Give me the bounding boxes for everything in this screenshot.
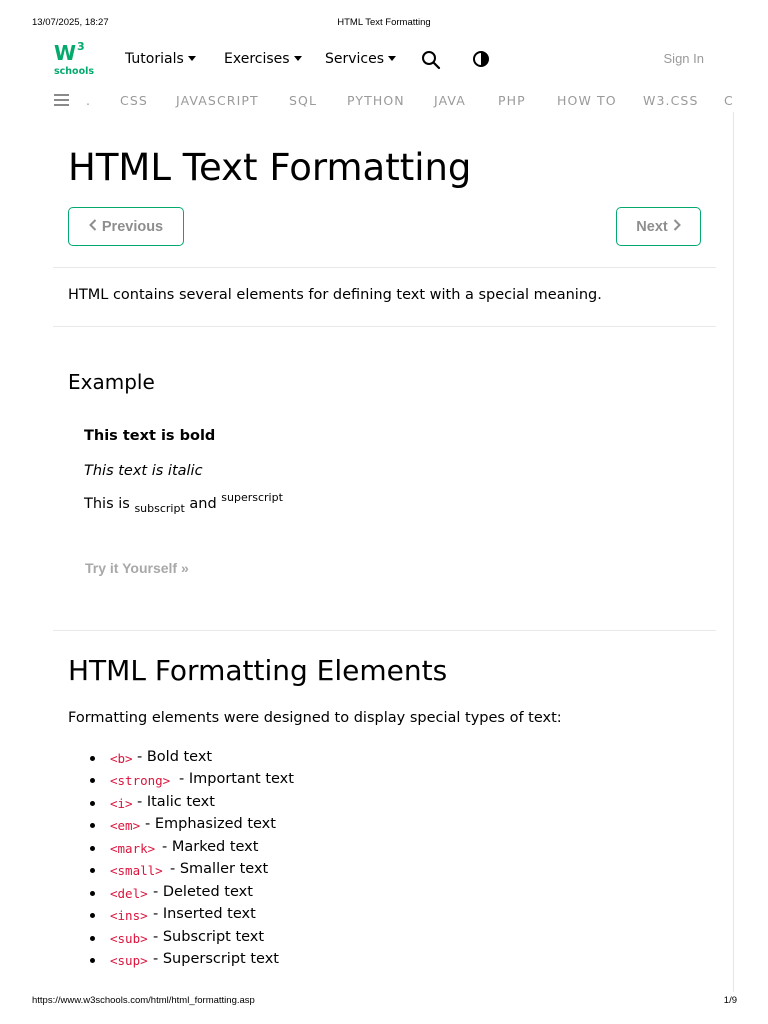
subsup-prefix: This is (84, 496, 135, 512)
tag-description: - Inserted text (153, 906, 256, 922)
code-tag: <b> (110, 751, 133, 766)
example-bold-text: This text is bold (84, 428, 216, 444)
print-header (0, 17, 768, 31)
bullet (90, 958, 95, 963)
chevron-right-icon (673, 219, 681, 235)
bullet (90, 936, 95, 941)
menu-services-label: Services (325, 51, 385, 67)
previous-button-label: Previous (101, 218, 164, 235)
tag-description: - Italic text (137, 794, 215, 810)
code-tag: <strong> (110, 773, 171, 788)
code-tag: <mark> (110, 841, 156, 856)
formatting-elements-intro: Formatting elements were designed to display special types of text: (68, 710, 562, 726)
menu-tutorials[interactable] (125, 51, 196, 67)
bullet (90, 801, 95, 806)
bullet (90, 778, 95, 783)
bullet (90, 756, 95, 761)
subsup-middle: and (184, 496, 222, 512)
example-subsup-line (84, 491, 283, 515)
page-title: HTML Text Formatting (68, 146, 472, 189)
code-tag: <small> (110, 863, 163, 878)
subnav-item-java[interactable]: JAVA (434, 93, 466, 108)
print-page-title: HTML Text Formatting (337, 17, 431, 28)
print-datetime: 13/07/2025, 18:27 (32, 17, 109, 28)
divider (53, 326, 716, 327)
example-italic-text: This text is italic (84, 463, 203, 479)
bullet (90, 913, 95, 918)
code-tag: <i> (110, 796, 133, 811)
next-button[interactable] (616, 207, 701, 246)
formatting-elements-heading: HTML Formatting Elements (68, 654, 448, 687)
logo-w: W (54, 41, 77, 65)
bullet (90, 868, 95, 873)
contrast-icon[interactable] (472, 50, 492, 70)
sub-navigation (0, 88, 734, 112)
try-it-yourself-button[interactable]: Try it Yourself » (85, 560, 189, 576)
code-tag: <sub> (110, 931, 148, 946)
chevron-left-icon (89, 219, 97, 235)
subnav-item-c[interactable]: C (724, 93, 734, 108)
caret-down-icon (188, 56, 196, 61)
next-button-label: Next (636, 218, 668, 235)
tag-description: - Deleted text (153, 884, 253, 900)
subnav-item-how-to[interactable]: HOW TO (557, 93, 617, 108)
tag-description: - Subscript text (153, 929, 265, 945)
caret-down-icon (388, 56, 396, 61)
code-tag: <del> (110, 886, 148, 901)
tag-description: - Emphasized text (145, 816, 276, 832)
code-tag: <sup> (110, 953, 148, 968)
code-tag: <em> (110, 818, 141, 833)
hamburger-menu-icon[interactable] (54, 94, 69, 106)
menu-exercises[interactable] (224, 51, 302, 67)
w3schools-logo[interactable] (53, 40, 95, 76)
print-footer (0, 995, 768, 1009)
bullet (90, 823, 95, 828)
subnav-item-php[interactable]: PHP (498, 93, 526, 108)
tag-description: - Smaller text (170, 861, 269, 877)
divider (53, 630, 716, 631)
divider (53, 267, 716, 268)
example-superscript: superscript (221, 491, 283, 504)
caret-down-icon (294, 56, 302, 61)
w3schools-logo-graphic (53, 40, 95, 76)
subnav-item-w3css[interactable]: W3.CSS (643, 93, 699, 108)
print-page-counter: 1/9 (723, 995, 737, 1006)
intro-paragraph: HTML contains several elements for defining text with a special meaning. (68, 287, 602, 303)
previous-button[interactable] (68, 207, 184, 246)
menu-tutorials-label: Tutorials (125, 51, 184, 67)
logo-superscript: 3 (77, 40, 85, 53)
menu-services[interactable] (325, 51, 396, 67)
subnav-item-javascript[interactable]: JAVASCRIPT (176, 93, 259, 108)
content-right-border (733, 112, 734, 992)
tag-description: - Important text (179, 771, 294, 787)
top-navigation (0, 40, 734, 80)
print-url: https://www.w3schools.com/html/html_formatting.asp (32, 995, 255, 1006)
subnav-item-python[interactable]: PYTHON (347, 93, 405, 108)
subnav-item-partial[interactable]: . (86, 93, 92, 108)
sign-in-link[interactable]: Sign In (663, 51, 704, 66)
tag-description: - Superscript text (153, 951, 279, 967)
search-icon[interactable] (421, 50, 441, 70)
subnav-item-sql[interactable]: SQL (289, 93, 318, 108)
code-tag: <ins> (110, 908, 148, 923)
tag-description: - Bold text (137, 749, 213, 765)
tag-description: - Marked text (162, 839, 259, 855)
example-heading: Example (68, 370, 155, 394)
bullet (90, 846, 95, 851)
bullet (90, 891, 95, 896)
example-subscript: subscript (134, 502, 185, 515)
logo-schools: schools (54, 66, 95, 76)
subnav-item-css[interactable]: CSS (120, 93, 148, 108)
menu-exercises-label: Exercises (224, 51, 290, 67)
